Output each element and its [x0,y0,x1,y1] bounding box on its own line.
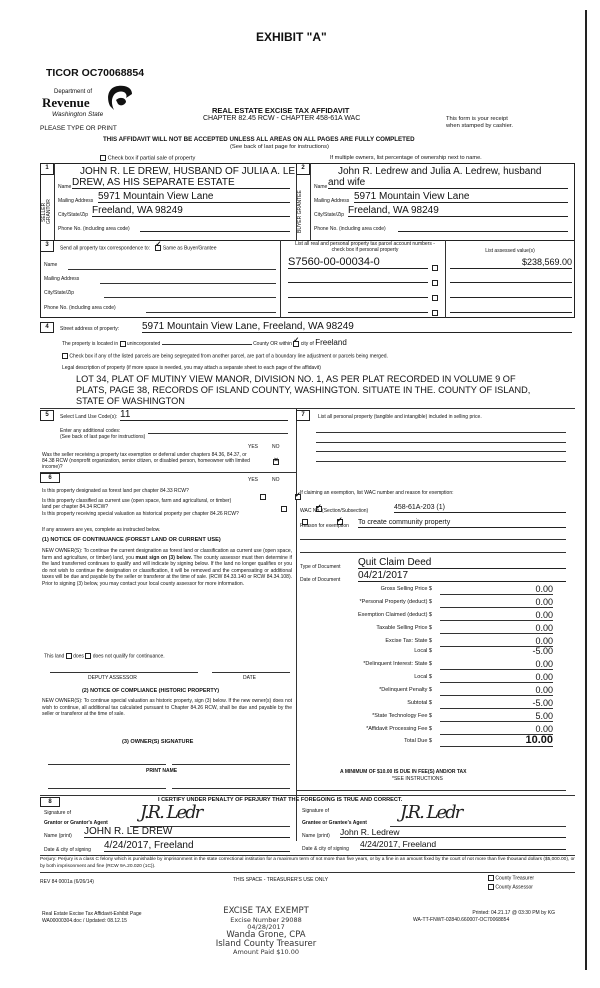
parcel-number-field[interactable]: S7560-00-00034-0 [288,256,428,269]
minimum-fee-note: A MINIMUM OF $10.00 IS DUE IN FEE(S) AND/OR TAX [340,769,467,775]
current-use-question: Is this property classified as current use (open space, farm and agricultural, or timber) land per chapter 84.34 RCW? [42,498,232,510]
print-name-line-2[interactable] [172,788,290,789]
partial-sale-checkbox-row[interactable]: Check box if partial sale of property [100,155,195,162]
notice-compliance-body: NEW OWNER(S): To continue special valuation as historic property, sign (3) below. If the new owner(s) does not wish to continue, all additional tax calculated pursuant to Chapter 84.26 RCW, shall be due and payable by the seller or transferor at the time of sale. [42,698,292,717]
correspondence-city-field[interactable] [104,297,276,298]
segregated-row: Check box if any of the listed parcels are being segregated from another parcel, are part of a boundary line adjustment or parcels being merged. [62,353,388,359]
section-2-number: 2 [296,163,310,175]
excise-tax-exempt-stamp: EXCISE TAX EXEMPT Excise Number 29088 04/28/2017 Wanda Grone, CPA Island County Treasurer Amount Paid $10.00 [215,906,317,956]
county-treasurer-checkbox[interactable] [488,875,494,881]
forest-land-yes-checkbox[interactable] [260,494,266,500]
personal-property-checkbox[interactable] [432,295,438,301]
exemption-reason-line[interactable] [300,552,566,553]
please-type-label: PLEASE TYPE OR PRINT [40,125,117,132]
parcel-number-field[interactable] [288,286,428,298]
parcel-number-field[interactable] [288,271,428,283]
perjury-certification: I CERTIFY UNDER PENALTY OF PERJURY THAT THE FOREGOING IS TRUE AND CORRECT. [158,797,403,803]
assessed-value-field[interactable] [450,286,572,298]
seller-name-field[interactable]: DREW, AS HIS SEPARATE ESTATE [72,177,290,189]
partial-sale-checkbox[interactable] [100,155,106,161]
parcel-row [284,271,572,285]
parcel-header: List all real and personal property tax parcel account numbers - check box if personal property [295,241,435,253]
exhibit-title: EXHIBIT "A" [256,30,327,44]
owner-signature-line-1[interactable] [48,764,166,765]
county-assessor-row: County Assessor [488,884,533,890]
section-7-number: 7 [296,410,310,421]
buyer-city-field[interactable]: Freeland, WA 98249 [348,205,568,217]
buyer-phone-field[interactable] [398,225,568,232]
seller-grantor-label: SELLER GRANTOR [41,199,52,225]
seller-city-field[interactable]: Freeland, WA 98249 [92,205,290,217]
dor-logo: Department of Revenue Washington State [38,84,138,128]
seller-phone-field[interactable] [140,225,290,232]
grantee-name-field[interactable]: John R. Ledrew [340,828,566,838]
personal-property-line[interactable] [316,451,566,452]
continuance-qualify-row: This land does does not qualify for continuance. [44,653,165,660]
personal-property-checkbox[interactable] [432,310,438,316]
grantor-date-city-field[interactable]: 4/24/2017, Freeland [104,840,290,852]
grantee-date-city-field[interactable]: 4/24/2017, Freeland [360,840,566,850]
document-date-field[interactable]: 04/21/2017 [358,570,566,582]
section-8-number: 8 [40,797,60,807]
fee-row-delinquent-interest-local: Local $ 0.00 [414,672,553,682]
seller-mailing-field[interactable]: 5971 Mountain View Lane [98,191,290,203]
wac-number-field[interactable]: 458-61A-203 (1) [394,503,566,513]
parcel-row [284,286,572,300]
form-title: REAL ESTATE EXCISE TAX AFFIDAVIT [212,106,350,115]
fee-row-affidavit-processing-fee: *Affidavit Processing Fee $ 0.00 [366,724,553,734]
section-3-number: 3 [40,240,54,252]
assessed-header: List assessed value(s) [485,248,535,254]
historical-question: Is this property receiving special valuation as historical property per chapter 84.26 RCW? [42,511,239,517]
notice-compliance-title: (2) NOTICE OF COMPLIANCE (HISTORIC PROPERTY) [82,688,220,694]
notice-continuance-title: (1) NOTICE OF CONTINUANCE (FOREST LAND OR CURRENT USE) [42,537,221,543]
fee-row-excise-local: Local $ -5.00 [414,646,553,656]
assessed-value-field[interactable] [450,301,572,313]
personal-property-checkbox[interactable] [432,265,438,271]
personal-property-line[interactable] [316,442,566,443]
personal-property-line[interactable] [316,461,566,462]
fee-row-state-technology-fee: *State Technology Fee $ 5.00 [372,711,553,721]
property-street-field[interactable]: 5971 Mountain View Lane, Freeland, WA 98249 [142,321,572,333]
fee-row-exemption-claimed: Exemption Claimed (deduct) $ 0.00 [358,610,553,620]
land-use-code-field[interactable]: 11 [120,409,288,421]
fee-row-personal-property: *Personal Property (deduct) $ 0.00 [359,597,553,607]
correspondence-phone-field[interactable] [146,312,276,313]
document-type-field[interactable]: Quit Claim Deed [358,557,566,569]
fee-row-gross-selling-price: Gross Selling Price $ 0.00 [380,584,553,594]
fee-row-delinquent-interest-state: *Delinquent Interest: State $ 0.00 [363,659,553,669]
same-as-buyer-checkbox[interactable] [155,245,161,251]
owner-signature-line-2[interactable] [172,764,290,765]
rev-number: REV 84 0001a (6/26/14) [40,879,94,885]
does-not-qualify-checkbox[interactable] [85,653,91,659]
city-of-checkbox[interactable] [293,341,299,347]
additional-codes-field[interactable] [148,433,288,434]
section-4-number: 4 [40,322,54,333]
parcel-row [284,301,572,315]
correspondence-name-field[interactable] [68,269,276,270]
owner-signature-label: (3) OWNER(S) SIGNATURE [122,739,194,745]
correspondence-mailing-field[interactable] [100,283,276,284]
form-subtitle: CHAPTER 82.45 RCW - CHAPTER 458-61A WAC [203,115,361,122]
seller-name-line1: JOHN R. LE DREW, HUSBAND OF JULIA A. LE [80,166,296,177]
fee-row-subtotal: Subtotal $ -5.00 [407,698,553,708]
personal-property-checkbox[interactable] [432,280,438,286]
county-treasurer-row: County Treasurer [488,875,534,881]
assessor-date-line[interactable] [212,672,290,673]
perjury-notice: Perjury: Perjury is a class C felony which is punishable by imprisonment in the state correctional institution for a maximum term of not more than five years, or by a fine in an amount fixed by the court of not more than five thousand dollars ($5,000.00), or by both imprisonment and fine (RCW 9A.20.020 (1C)). [40,857,575,869]
assessed-value-field[interactable] [450,271,572,283]
multiple-owners-note: If multiple owners, list percentage of ownership next to name. [330,155,482,161]
fee-row-delinquent-penalty: *Delinquent Penalty $ 0.00 [379,685,553,695]
buyer-name-field[interactable]: and wife [328,177,568,189]
section-5-number: 5 [40,410,54,421]
receipt-note-1: This form is your receipt [446,116,508,122]
does-qualify-checkbox[interactable] [66,653,72,659]
see-back-note: (See back of last page for instructions) [230,144,329,150]
tax-correspondence-row: Send all property tax correspondence to: ✓ Same as Buyer/Grantee [60,245,216,251]
receipt-note-2: when stamped by cashier. [446,123,514,129]
forest-land-question: Is this property designated as forest land per chapter 84.33 RCW? [42,488,189,494]
notice-continuance-body: NEW OWNER(S): To continue the current designation as forest land or classification as current use (open space, farm and agriculture, or timber) land, you must sign on (3) below. The county assessor must then determine if the land transferred continues to qualify and will indicate by signing below. If the land no longer qualifies or you do not wish to continue the designation or classification, it will be removed and the compensating or additional taxes will be due and payable by the seller or transferor at the time of sale. (RCW 84.33.140 or RCW 84.34.108). Prior to signing (3) below, you may contact your local county assessor for more information. [42,548,292,587]
exhibit-page-label: Real Estate Excise Tax Affidavit-Exhibit Page [42,911,142,917]
printed-reference: WA-TT-FNWT-02840.660007-OC70068854 [413,917,510,923]
buyer-grantee-label: BUYER GRANTEE [297,190,303,234]
county-field[interactable] [162,344,252,345]
parcel-row [284,256,572,270]
printed-timestamp: Printed: 04.21.17 @ 03:30 PM by KG [472,910,555,916]
unincorporated-checkbox[interactable] [120,341,126,347]
ticor-number: TICOR OC70068854 [46,67,145,79]
parcel-number-field[interactable] [288,301,428,313]
personal-property-line[interactable] [316,432,566,433]
segregated-checkbox[interactable] [62,353,68,359]
exemption-no-checkbox[interactable] [273,459,279,465]
legal-description-label: Legal description of property (if more space is needed, you may attach a separate sheet to each page of the affidavit) [62,365,321,371]
fee-row-excise-state: Excise Tax: State $ 0.00 [385,636,553,646]
assessed-value-field[interactable]: $238,569.00 [450,256,572,269]
current-use-yes-checkbox[interactable] [281,506,287,512]
buyer-name-line1: John R. Ledrew and Julia A. Ledrew, husband [338,166,542,177]
section-6-number: 6 [40,473,60,483]
deputy-assessor-signature-line[interactable] [50,672,198,673]
grantor-name-field[interactable]: JOHN R. LE DREW [84,826,290,838]
legal-description-text: LOT 34, PLAT OF MUTINY VIEW MANOR, DIVISION NO. 1, AS PER PLAT RECORDED IN VOLUME 9 OF PLATS, PAGE 38, RECORDS OF ISLAND COUNTY, WASHINGTON. SITUATE IN THE. COUNTY OF ISLAND, STATE OF WASHINGTON [76,374,531,406]
county-assessor-checkbox[interactable] [488,884,494,890]
city-of-value: Freeland [315,338,347,347]
fee-row-total-due: Total Due $ 10.00 [404,734,553,746]
print-name-line-1[interactable] [48,788,166,789]
scan-edge-border [585,10,587,970]
exemption-reason-line[interactable] [300,539,566,540]
grantee-signature-field[interactable] [390,826,566,827]
treasurer-use-label: THIS SPACE - TREASURER'S USE ONLY [233,877,329,883]
buyer-mailing-field[interactable]: 5971 Mountain View Lane [354,191,568,203]
dor-swirl-icon [104,84,134,112]
grantor-signature: J.R. Ledr [140,802,202,823]
exemption-question: Was the seller receiving a property tax exemption or deferral under chapters 84.36, 84.37, or 84.38 RCW (nonprofit organization, senior citizen, or disabled person, homeowner with limited income)? [42,452,250,470]
exemption-reason-field[interactable]: To create community property [358,518,566,528]
exhibit-doc-label: WA00000304.doc / Updated: 08.12.15 [42,918,127,924]
section-1-number: 1 [40,163,54,175]
grantee-signature: J.R. Ledr [400,802,462,823]
see-instructions-note: *SEE INSTRUCTIONS [392,776,443,782]
completion-warning: THIS AFFIDAVIT WILL NOT BE ACCEPTED UNLESS ALL AREAS ON ALL PAGES ARE FULLY COMPLETED [103,136,415,143]
fee-row-taxable-selling-price: Taxable Selling Price $ 0.00 [376,623,553,633]
property-location-row: The property is located in unincorporated County OR within ✓ city of Freeland [62,340,347,347]
